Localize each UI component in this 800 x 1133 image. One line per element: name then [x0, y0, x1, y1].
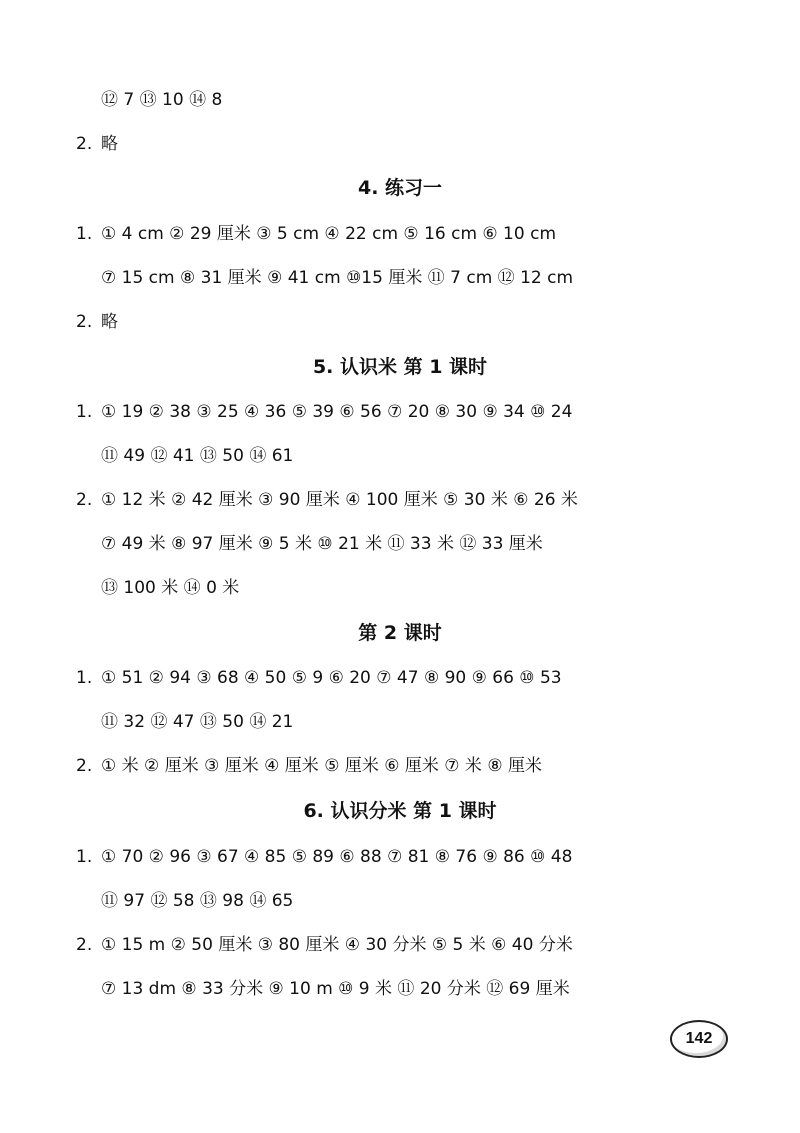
answer-line [101, 88, 222, 112]
answer-line [76, 310, 118, 334]
answer-text: ① 12 米 ② 42 厘米 ③ 90 厘米 ④ 100 厘米 ⑤ 30 米 ⑥ 26 米 [101, 490, 578, 510]
answer-text: ⑪ 97 ⑫ 58 ⑬ 98 ⑭ 65 [101, 891, 294, 911]
answer-text: ⑪ 49 ⑫ 41 ⑬ 50 ⑭ 61 [101, 446, 294, 466]
question-number: 2. [76, 756, 93, 776]
answer-line [76, 400, 572, 424]
section-heading: 第 2 课时 [358, 622, 442, 644]
answer-line [101, 889, 293, 913]
answer-text: ⑦ 15 cm ⑧ 31 厘米 ⑨ 41 cm ⑩15 厘米 ⑪ 7 cm ⑫ 12 cm [101, 268, 574, 288]
answer-text: ① 51 ② 94 ③ 68 ④ 50 ⑤ 9 ⑥ 20 ⑦ 47 ⑧ 90 ⑨ 66 ⑩ 53 [101, 668, 562, 688]
answer-line [101, 266, 573, 290]
answer-line [101, 710, 293, 734]
question-number: 1. [76, 224, 93, 244]
answer-line [76, 222, 556, 246]
answer-text: ① 19 ② 38 ③ 25 ④ 36 ⑤ 39 ⑥ 56 ⑦ 20 ⑧ 30 ⑨ 34 ⑩ 24 [101, 402, 573, 422]
answer-text: ① 70 ② 96 ③ 67 ④ 85 ⑤ 89 ⑥ 88 ⑦ 81 ⑧ 76 ⑨ 86 ⑩ 48 [101, 847, 573, 867]
answer-text: ⑬ 100 米 ⑭ 0 米 [101, 578, 240, 598]
answer-text: ① 15 m ② 50 厘米 ③ 80 厘米 ④ 30 分米 ⑤ 5 米 ⑥ 40 分米 [101, 935, 573, 955]
answer-text: ① 4 cm ② 29 厘米 ③ 5 cm ④ 22 cm ⑤ 16 cm ⑥ 10 cm [101, 224, 556, 244]
answer-text: 略 [101, 134, 118, 154]
answer-line [76, 845, 572, 869]
question-number: 1. [76, 668, 93, 688]
answer-text: 略 [101, 312, 118, 332]
answer-line [101, 444, 293, 468]
section-heading: 5. 认识米 第 1 课时 [312, 356, 488, 378]
answer-line [101, 532, 543, 556]
question-number: 1. [76, 402, 93, 422]
question-number: 2. [76, 134, 93, 154]
section-heading: 4. 练习一 [357, 177, 443, 199]
answer-text: ⑦ 13 dm ⑧ 33 分米 ⑨ 10 m ⑩ 9 米 ⑪ 20 分米 ⑫ 69 厘米 [101, 979, 570, 999]
answer-line [76, 132, 118, 156]
question-number: 1. [76, 847, 93, 867]
question-number: 2. [76, 312, 93, 332]
answer-line [76, 666, 562, 690]
page-number-badge [670, 1020, 728, 1058]
answer-line [76, 488, 578, 512]
answer-line [76, 754, 542, 778]
question-number: 2. [76, 935, 93, 955]
answer-text: ⑪ 32 ⑫ 47 ⑬ 50 ⑭ 21 [101, 712, 294, 732]
answer-line [101, 977, 570, 1001]
page-number: 142 [685, 1030, 713, 1047]
section-heading: 6. 认识分米 第 1 课时 [303, 800, 497, 822]
answer-text: ⑫ 7 ⑬ 10 ⑭ 8 [101, 90, 223, 110]
answer-line [76, 933, 573, 957]
answer-text: ⑦ 49 米 ⑧ 97 厘米 ⑨ 5 米 ⑩ 21 米 ⑪ 33 米 ⑫ 33 厘米 [101, 534, 543, 554]
question-number: 2. [76, 490, 93, 510]
answer-text: ① 米 ② 厘米 ③ 厘米 ④ 厘米 ⑤ 厘米 ⑥ 厘米 ⑦ 米 ⑧ 厘米 [101, 756, 542, 776]
answer-line [101, 576, 239, 600]
